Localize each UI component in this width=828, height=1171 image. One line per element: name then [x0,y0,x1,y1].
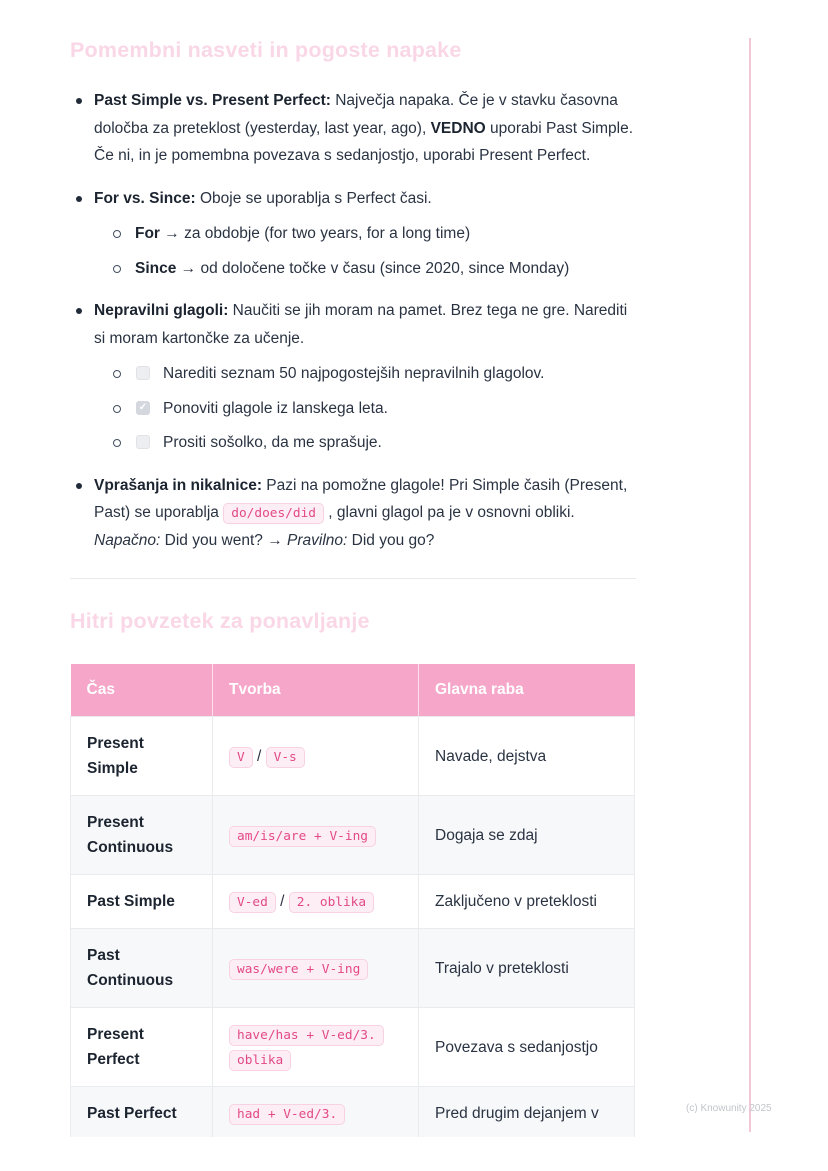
table-row [71,717,635,796]
summary-table [70,664,635,1137]
text-segment: Nepravilni glagoli: [94,302,229,319]
code-badge: have/has + V-ed/3. oblika [229,1025,384,1071]
text-segment: For [135,225,160,242]
table-row [71,1087,635,1138]
text-segment: Pravilno: [287,531,348,549]
text-segment: Največja napaka. Če je v stavku časovna določba za preteklost (yesterday, last year, ago), [94,92,618,137]
check-icon: ✓ [138,401,148,413]
todo-checkbox[interactable] [136,435,150,449]
sub-item-text [163,395,636,423]
section-divider [70,578,636,579]
text-segment: Pazi na pomožne glagole! Pri Simple časih (Present, Past) se uporablja [94,476,628,521]
list-item-text [94,477,627,549]
cell-tense: Present Perfect [71,1008,213,1087]
sub-item-text [163,360,636,388]
summary-table-header [71,664,635,717]
circle-bullet-icon [113,230,121,238]
table-row [71,875,635,929]
list-item-text [94,92,633,164]
code-badge: was/were + V-ing [229,959,368,980]
text-segment: Ponoviti glagole iz lanskega leta. [163,399,388,417]
table-row [71,929,635,1008]
text-segment: , glavni glagol pa je v osnovni obliki. [324,504,575,521]
code-badge: am/is/are + V-ing [229,826,376,847]
cell-form [213,1008,419,1087]
cell-form [213,929,419,1008]
list-item [70,87,636,170]
text-segment: → od določene točke v času (since 2020, since Monday) [176,259,570,277]
code-badge: V-s [266,747,305,768]
section-title-summary: Hitri povzetek za ponavljanje [70,609,370,633]
cell-tense: Past Simple [71,875,213,929]
code-badge: V [229,747,253,768]
text-segment: / [275,893,289,910]
code-badge: V-ed [229,892,276,913]
text-segment: Napačno: [94,531,161,549]
text-segment: VEDNO [430,119,486,137]
table-row [71,796,635,875]
text-segment: / [252,747,266,765]
text-segment: Did you went? → [160,531,288,549]
cell-tense: Past Perfect [71,1087,213,1138]
watermark: (c) Knowunity 2025 [686,1103,772,1114]
section-title-tips: Pomembni nasveti in pogoste napake [70,38,462,62]
sub-list [94,220,636,282]
text-segment: uporabi Past Simple. Če ni, in je pomembna povezava s sedanjostjo, uporabi Present Perfect. [94,119,634,164]
list-item [70,297,636,457]
text-segment: Naučiti se jih moram na pamet. Brez tega ne gre. Narediti si moram kartončke za učenje. [94,302,628,347]
todo-checkbox-checked[interactable] [136,401,150,415]
text-segment: Did you go? [347,531,435,549]
column-header-cas: Čas [71,664,213,717]
cell-form [213,717,419,796]
cell-usage: Navade, dejstva [419,717,635,796]
cell-form [213,796,419,875]
sub-list [94,360,636,457]
text-segment: Past Simple vs. Present Perfect: [94,92,331,109]
circle-bullet-icon [113,265,121,273]
sub-item-text [135,220,636,248]
column-header-glavna-raba: Glavna raba [419,664,635,717]
text-segment: → za obdobje (for two years, for a long time) [159,225,471,242]
text-segment: For vs. Since: [94,189,196,207]
list-item [70,185,636,283]
cell-usage: Zaključeno v preteklosti [419,875,635,929]
cell-usage: Pred drugim dejanjem v [419,1087,635,1138]
sub-list-item [113,220,636,248]
todo-item [113,360,636,388]
cell-tense: Past Continuous [71,929,213,1008]
list-item-text [94,190,432,207]
circle-bullet-icon [113,405,121,413]
text-segment: Oboje se uporablja s Perfect časi. [195,189,432,207]
circle-bullet-icon [113,439,121,447]
cell-usage: Dogaja se zdaj [419,796,635,875]
sub-item-text [135,255,636,283]
bullet-icon [76,196,82,202]
todo-item [113,395,636,423]
todo-checkbox[interactable] [136,366,150,380]
page-edge-line [749,38,751,1132]
text-segment: Vprašanja in nikalnice: [94,476,262,494]
list-item [70,472,636,555]
sub-item-text [163,429,636,457]
code-badge: 2. oblika [289,892,374,913]
tips-list [70,87,636,554]
sub-list-item [113,255,636,283]
cell-tense: Present Continuous [71,796,213,875]
cell-form [213,875,419,929]
circle-bullet-icon [113,370,121,378]
text-segment: Prositi sošolko, da me sprašuje. [163,434,382,451]
list-item-text [94,302,627,347]
code-badge: had + V-ed/3. [229,1104,345,1125]
code-badge: do/does/did [223,503,324,524]
text-segment: Since [135,259,177,277]
bullet-icon [76,98,82,104]
bullet-icon [76,308,82,314]
column-header-tvorba: Tvorba [213,664,419,717]
cell-usage: Povezava s sedanjostjo [419,1008,635,1087]
text-segment: Narediti seznam 50 najpogostejših nepravilnih glagolov. [163,365,545,382]
summary-table-body [71,717,635,1138]
table-row [71,1008,635,1087]
cell-form [213,1087,419,1138]
cell-usage: Trajalo v preteklosti [419,929,635,1008]
document-content [70,38,636,1137]
bullet-icon [76,483,82,489]
cell-tense: Present Simple [71,717,213,796]
todo-item [113,429,636,457]
